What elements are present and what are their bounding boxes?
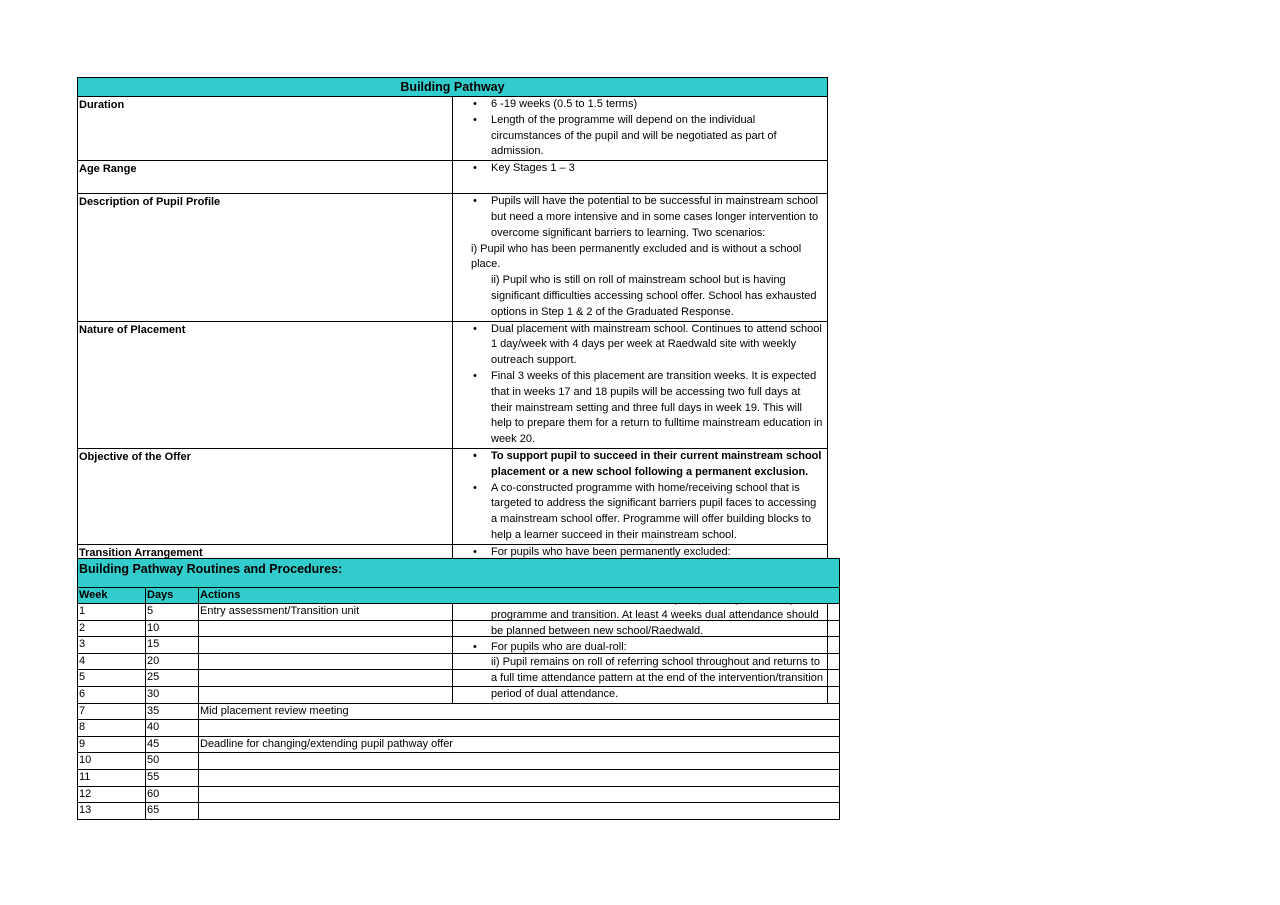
action-cell bbox=[199, 620, 840, 637]
table-row bbox=[78, 604, 840, 621]
days-cell: 5 bbox=[146, 604, 199, 621]
week-cell: 11 bbox=[78, 769, 146, 786]
duration-label: Duration bbox=[78, 97, 453, 161]
age-range-row bbox=[78, 161, 828, 194]
days-cell: 30 bbox=[146, 686, 199, 703]
action-cell bbox=[199, 637, 840, 654]
transition-item-1: programme and transition. At least 4 weeks dual attendance should be planned between new school/Raedwald. bbox=[491, 608, 819, 637]
placement-label: Nature of Placement bbox=[78, 321, 453, 448]
pupil-profile-row bbox=[78, 194, 828, 321]
action-cell: Deadline for changing/extending pupil pathway offer bbox=[199, 736, 840, 753]
transition-bullet-2: • For pupils who are dual-roll: bbox=[471, 640, 824, 656]
days-cell: 65 bbox=[146, 803, 199, 820]
duration-bullet-2: • Length of the programme will depend on the individual circumstances of the pupil and will be negotiated as part of admission. bbox=[471, 113, 824, 160]
placement-content bbox=[453, 321, 828, 448]
days-cell: 50 bbox=[146, 753, 199, 770]
week-cell: 6 bbox=[78, 686, 146, 703]
days-cell: 45 bbox=[146, 736, 199, 753]
table-row bbox=[78, 786, 840, 803]
table-row bbox=[78, 703, 840, 720]
table-row bbox=[78, 653, 840, 670]
action-cell bbox=[199, 653, 840, 670]
placement-bullet-1: • Dual placement with mainstream school. Continues to attend school 1 day/week with 4 days per week at Raedwald site with weekly outreach support. bbox=[471, 322, 824, 369]
table-row bbox=[78, 753, 840, 770]
week-cell: 8 bbox=[78, 720, 146, 737]
table-row bbox=[78, 686, 840, 703]
table-row bbox=[78, 736, 840, 753]
pupil-profile-scenario-1: i) Pupil who has been permanently excluded and is without a school place. bbox=[471, 242, 802, 271]
objective-bullet-1: • To support pupil to succeed in their current mainstream school placement or a new school following a permanent exclusion. bbox=[471, 449, 824, 481]
pupil-profile-content bbox=[453, 194, 828, 321]
actions-header: Actions bbox=[199, 588, 840, 604]
week-cell: 9 bbox=[78, 736, 146, 753]
pupil-profile-label: Description of Pupil Profile bbox=[78, 194, 453, 321]
transition-bullet-1: • For pupils who have been permanently excluded: bbox=[471, 545, 824, 561]
week-header: Week bbox=[78, 588, 146, 604]
routines-title-row bbox=[78, 559, 840, 588]
placement-row bbox=[78, 321, 828, 448]
days-cell: 35 bbox=[146, 703, 199, 720]
action-cell bbox=[199, 803, 840, 820]
table-header-row bbox=[78, 78, 828, 97]
transition-label: Transition Arrangement bbox=[78, 544, 453, 703]
objective-label: Objective of the Offer bbox=[78, 448, 453, 544]
duration-content bbox=[453, 97, 828, 161]
objective-content bbox=[453, 448, 828, 544]
week-cell: 3 bbox=[78, 637, 146, 654]
week-cell: 2 bbox=[78, 620, 146, 637]
days-cell: 20 bbox=[146, 653, 199, 670]
table-row bbox=[78, 720, 840, 737]
days-cell: 15 bbox=[146, 637, 199, 654]
duration-row bbox=[78, 97, 828, 161]
placement-bullet-2: • Final 3 weeks of this placement are transition weeks. It is expected that in weeks 17 and 18 pupils will be accessing two full days at their mainstream setting and three full days in week 19. This will help to prepare them for a return to fulltime mainstream education in week 20. bbox=[471, 369, 824, 448]
action-cell bbox=[199, 670, 840, 687]
week-cell: 10 bbox=[78, 753, 146, 770]
week-cell: 4 bbox=[78, 653, 146, 670]
action-cell bbox=[199, 686, 840, 703]
days-cell: 55 bbox=[146, 769, 199, 786]
days-cell: 40 bbox=[146, 720, 199, 737]
action-cell: Mid placement review meeting bbox=[199, 703, 840, 720]
routines-body bbox=[78, 604, 840, 820]
pupil-profile-scenario-2: ii) Pupil who is still on roll of mainstream school but is having significant difficulties accessing school offer. School has exhausted options in Step 1 & 2 of the Graduated Response. bbox=[491, 274, 817, 318]
table-row bbox=[78, 670, 840, 687]
pupil-profile-bullet-1: • Pupils will have the potential to be successful in mainstream school but need a more intensive and in some cases longer intervention to overcome significant barriers to learning. Two scenarios: bbox=[471, 194, 824, 241]
age-range-label: Age Range bbox=[78, 161, 453, 194]
objective-row bbox=[78, 448, 828, 544]
week-cell: 1 bbox=[78, 604, 146, 621]
table-row bbox=[78, 620, 840, 637]
transition-item-2: ii) Pupil remains on roll of referring school throughout and returns to a full time attendance pattern at the end of the intervention/transition period of dual attendance. bbox=[491, 656, 824, 700]
table-row bbox=[78, 769, 840, 786]
objective-bullet-2: • A co-constructed programme with home/receiving school that is targeted to address the significant barriers pupil faces to accessing a mainstream school offer. Programme will offer building blocks to help a learner succeed in their mainstream school. bbox=[471, 481, 824, 544]
days-cell: 60 bbox=[146, 786, 199, 803]
week-cell: 12 bbox=[78, 786, 146, 803]
action-cell bbox=[199, 786, 840, 803]
routines-header-row bbox=[78, 588, 840, 604]
age-range-bullet-1: • Key Stages 1 – 3 bbox=[471, 161, 824, 177]
days-cell: 25 bbox=[146, 670, 199, 687]
table-title: Building Pathway bbox=[78, 78, 828, 97]
week-cell: 5 bbox=[78, 670, 146, 687]
days-header: Days bbox=[146, 588, 199, 604]
routines-table bbox=[77, 558, 840, 820]
week-cell: 7 bbox=[78, 703, 146, 720]
table-row bbox=[78, 803, 840, 820]
action-cell bbox=[199, 753, 840, 770]
week-cell: 13 bbox=[78, 803, 146, 820]
table-row bbox=[78, 637, 840, 654]
action-cell: Entry assessment/Transition unit bbox=[199, 604, 840, 621]
routines-title: Building Pathway Routines and Procedures: bbox=[78, 559, 840, 588]
action-cell bbox=[199, 769, 840, 786]
age-range-content bbox=[453, 161, 828, 194]
duration-bullet-1: • 6 -19 weeks (0.5 to 1.5 terms) bbox=[471, 97, 824, 113]
days-cell: 10 bbox=[146, 620, 199, 637]
action-cell bbox=[199, 720, 840, 737]
